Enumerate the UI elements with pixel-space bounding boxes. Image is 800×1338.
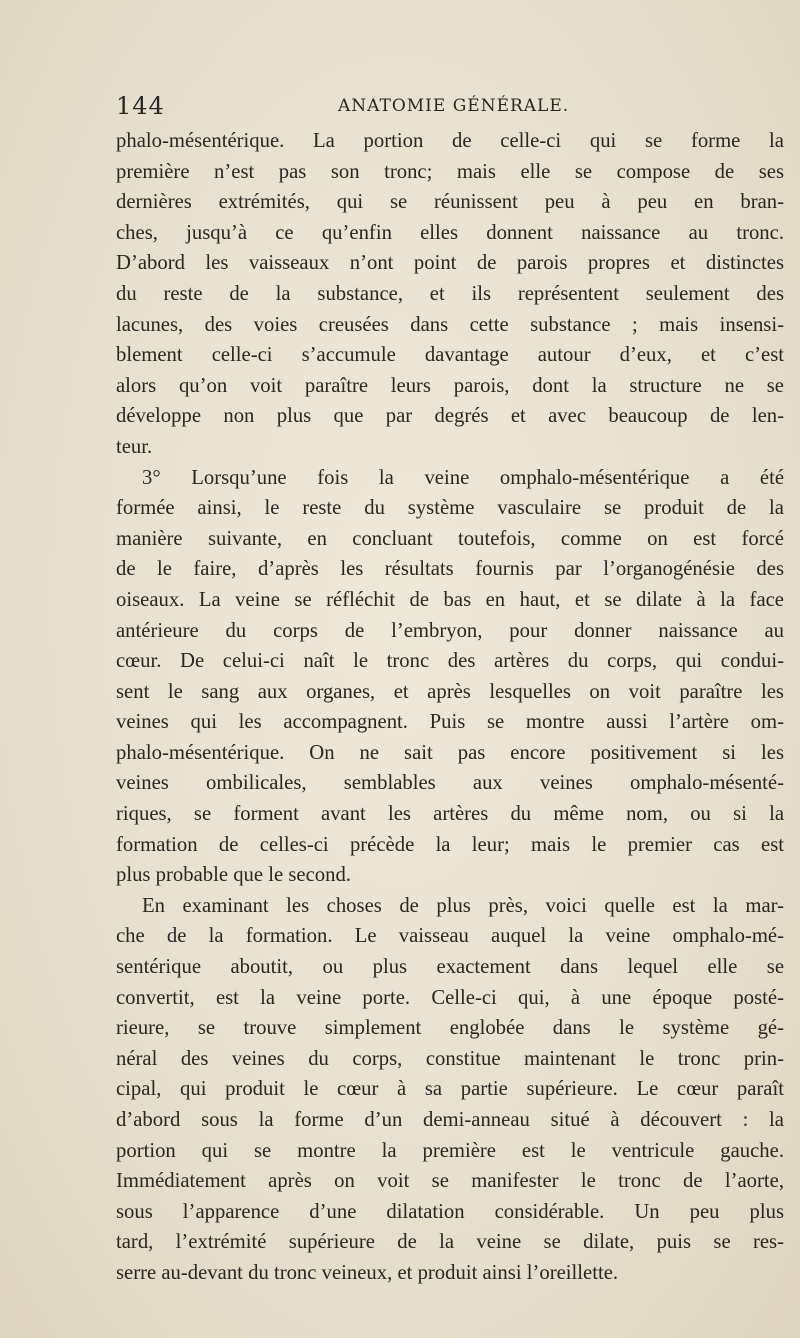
text-line: développe non plus que par degrés et avec beaucoup de len- bbox=[116, 405, 784, 428]
body-text bbox=[116, 126, 784, 1289]
page-number: 144 bbox=[116, 92, 165, 120]
text-line: du reste de la substance, et ils représentent seulement des bbox=[116, 282, 784, 305]
page-header bbox=[116, 92, 784, 124]
text-line: veines ombilicales, semblables aux veines omphalo-mésenté- bbox=[116, 772, 784, 795]
running-head: ANATOMIE GÉNÉRALE. bbox=[338, 96, 570, 116]
text-line: alors qu’on voit paraître leurs parois, dont la structure ne se bbox=[116, 374, 784, 397]
text-line: blement celle-ci s’accumule davantage autour d’eux, et c’est bbox=[116, 344, 784, 367]
text-line: plus probable que le second. bbox=[116, 864, 351, 887]
text-line: En examinant les choses de plus près, voici quelle est la mar- bbox=[142, 894, 784, 917]
text-line: riques, se forment avant les artères du même nom, ou si la bbox=[116, 803, 784, 826]
text-line: manière suivante, en concluant toutefois, comme on est forcé bbox=[116, 527, 784, 550]
text-line: oiseaux. La veine se réfléchit de bas en haut, et se dilate à la face bbox=[116, 588, 784, 611]
text-line: phalo-mésentérique. La portion de celle-ci qui se forme la bbox=[116, 130, 784, 152]
text-line: néral des veines du corps, constitue maintenant le tronc prin- bbox=[116, 1047, 784, 1070]
text-line: veines qui les accompagnent. Puis se montre aussi l’artère om- bbox=[116, 711, 784, 734]
text-line: sentérique aboutit, ou plus exactement dans lequel elle se bbox=[116, 956, 784, 979]
text-line: Immédiatement après on voit se manifester le tronc de l’aorte, bbox=[116, 1170, 784, 1193]
text-line: ches, jusqu’à ce qu’enfin elles donnent naissance au tronc. bbox=[116, 221, 784, 244]
text-line: tard, l’extrémité supérieure de la veine se dilate, puis se res- bbox=[116, 1231, 784, 1254]
text-line: cœur. De celui-ci naît le tronc des artères du corps, qui condui- bbox=[116, 650, 784, 673]
text-line: dernières extrémités, qui se réunissent peu à peu en bran- bbox=[116, 191, 784, 214]
text-line: antérieure du corps de l’embryon, pour donner naissance au bbox=[116, 619, 784, 642]
text-line: première n’est pas son tronc; mais elle se compose de ses bbox=[116, 160, 784, 183]
text-line: phalo-mésentérique. On ne sait pas encore positivement si les bbox=[116, 741, 784, 764]
text-line: serre au-devant du tronc veineux, et produit ainsi l’oreillette. bbox=[116, 1261, 619, 1284]
text-line: teur. bbox=[116, 435, 153, 458]
text-line: portion qui se montre la première est le ventricule gauche. bbox=[116, 1139, 784, 1162]
text-line: D’abord les vaisseaux n’ont point de parois propres et distinctes bbox=[116, 252, 784, 275]
text-line: rieure, se trouve simplement englobée dans le système gé- bbox=[116, 1017, 784, 1040]
text-line: 3° Lorsqu’une fois la veine omphalo-mésentérique a été bbox=[142, 466, 784, 489]
text-line: formée ainsi, le reste du système vasculaire se produit de la bbox=[116, 497, 784, 520]
text-line: formation de celles-ci précède la leur; mais le premier cas est bbox=[116, 833, 784, 856]
text-line: sous l’apparence d’une dilatation considérable. Un peu plus bbox=[116, 1200, 784, 1223]
text-line: convertit, est la veine porte. Celle-ci qui, à une époque posté- bbox=[116, 986, 784, 1009]
text-line: de le faire, d’après les résultats fournis par l’organogénésie des bbox=[116, 558, 784, 581]
text-line: d’abord sous la forme d’un demi-anneau situé à découvert : la bbox=[116, 1109, 784, 1131]
text-line: cipal, qui produit le cœur à sa partie supérieure. Le cœur paraît bbox=[116, 1078, 784, 1101]
text-line: sent le sang aux organes, et après lesquelles on voit paraître les bbox=[116, 680, 784, 703]
text-line: lacunes, des voies creusées dans cette substance ; mais insensi- bbox=[116, 313, 784, 336]
text-line: che de la formation. Le vaisseau auquel la veine omphalo-mé- bbox=[116, 925, 784, 948]
